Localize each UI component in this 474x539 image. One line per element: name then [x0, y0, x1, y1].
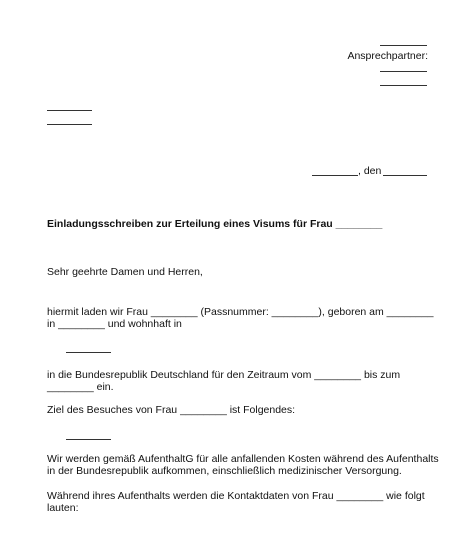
date-line: , den	[358, 165, 382, 177]
purpose-blank	[66, 439, 111, 440]
paragraph-1-line-1: hiermit laden wir Frau ________ (Passnummer: ________), geboren am ________	[47, 306, 434, 318]
paragraph-5-line-2: lauten:	[47, 502, 79, 514]
paragraph-4-line-2: in der Bundesrepublik aufkommen, einschließlich medizinischer Versorgung.	[47, 465, 402, 477]
paragraph-5-line-1: Während ihres Aufenthalts werden die Kontaktdaten von Frau ________ wie folgt	[47, 490, 425, 502]
recipient-blank-line-1	[47, 110, 92, 111]
subject-line: Einladungsschreiben zur Erteilung eines Visums für Frau ________	[47, 218, 383, 230]
contact-person-label: Ansprechpartner:	[347, 50, 428, 62]
address-blank	[66, 352, 111, 353]
date-blank	[383, 175, 427, 176]
paragraph-1-line-2: in ________ und wohnhaft in	[47, 318, 182, 330]
salutation: Sehr geehrte Damen und Herren,	[47, 266, 203, 278]
sender-blank-line-3	[380, 85, 427, 86]
paragraph-2-line-1: in die Bundesrepublik Deutschland für den Zeitraum vom ________ bis zum	[47, 369, 401, 381]
paragraph-2-line-2: ________ ein.	[47, 381, 114, 393]
paragraph-3: Ziel des Besuches von Frau ________ ist Folgendes:	[47, 404, 296, 416]
sender-blank-line-1	[380, 45, 427, 46]
place-blank	[312, 175, 358, 176]
paragraph-4-line-1: Wir werden gemäß AufenthaltG für alle anfallenden Kosten während des Aufenthalts	[47, 453, 439, 465]
recipient-blank-line-2	[47, 124, 92, 125]
sender-blank-line-2	[380, 71, 427, 72]
